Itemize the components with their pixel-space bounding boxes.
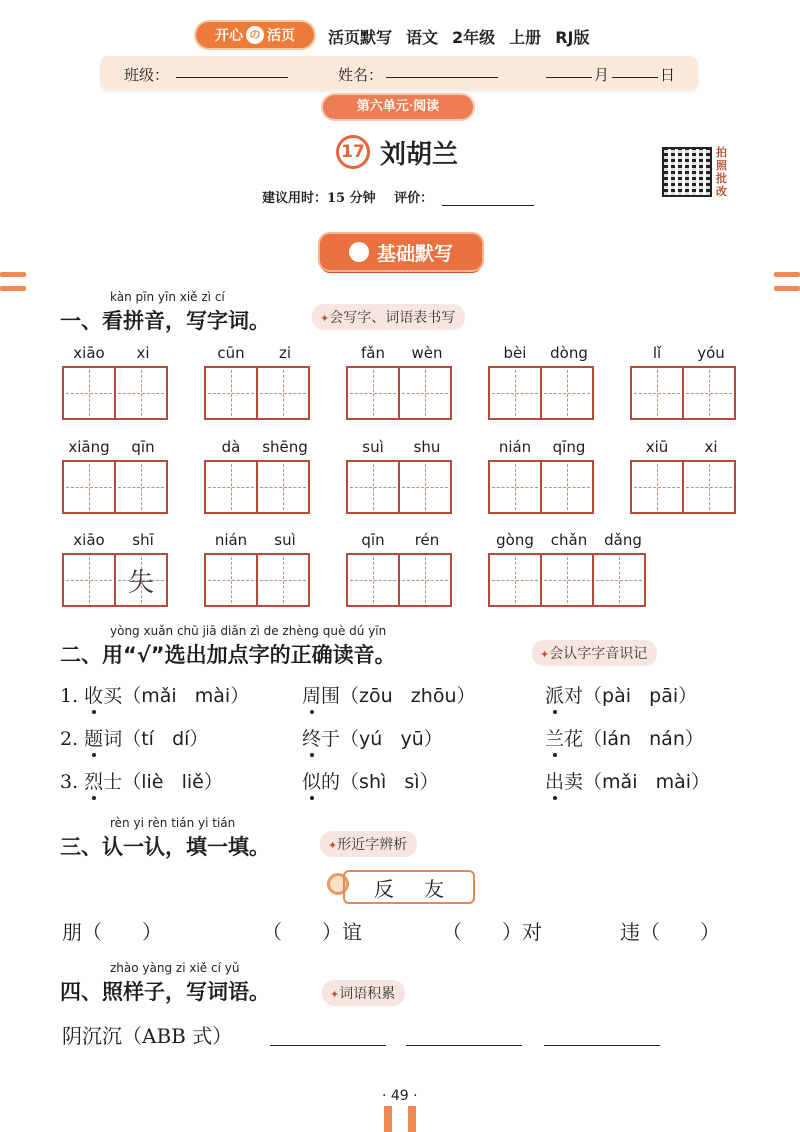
word-rest: 对 [564,685,584,707]
word-rest: 的 [321,771,341,793]
section-title: 基础默写 [320,234,482,270]
qr-code-icon[interactable] [662,147,712,197]
pinyin-word [630,438,738,514]
word-rest: 围 [321,685,341,707]
qr-label: 拍照批改 [716,146,727,198]
writing-cell[interactable] [346,366,400,420]
pinyin-word [346,531,454,607]
pinyin-options[interactable]: liè liě [141,771,204,793]
tianzige-boxes [630,366,738,420]
answer-line-1[interactable] [270,1045,386,1046]
writing-cell[interactable] [630,366,684,420]
paren-close: ） [678,685,698,707]
q2-tag: ✦ 会认字字音识记 [532,640,657,666]
pinyin-syllable: cūn [217,344,245,362]
pinyin-options[interactable]: tí dí [141,728,190,750]
name-label: 姓名： [338,66,384,84]
word-pinyin [488,438,596,460]
day-field[interactable] [612,64,658,78]
fill-blank-4[interactable]: 违（ ） [620,920,720,944]
writing-cell[interactable] [62,366,116,420]
fill-blank-1[interactable]: 朋（ ） [62,920,162,944]
tianzige-boxes [488,460,596,514]
word-rest: 卖 [564,771,584,793]
pinyin-word [346,438,454,514]
q4-tag: ✦ 词语积累 [322,980,405,1006]
pronunciation-item [545,767,710,794]
writing-cell[interactable] [114,366,168,420]
pinyin-word [346,344,454,420]
writing-cell[interactable] [256,460,310,514]
q3-pinyin: rèn yi rèn tián yi tián [110,816,236,830]
pinyin-syllable: suì [274,531,296,549]
dotted-char: 兰 [545,724,564,751]
q2-title: 二、用“√”选出加点字的正确读音。 [60,643,396,667]
pinyin-options[interactable]: yú yū [359,728,424,750]
tianzige-boxes [204,460,312,514]
pinyin-word [488,344,596,420]
word-rest: 花 [564,728,584,750]
pinyin-syllable: bèi [503,344,527,362]
pinyin-word [204,531,312,607]
pinyin-syllable: zi [278,344,292,362]
dotted-char: 终 [302,724,321,751]
tianzige-boxes [204,553,312,607]
tianzige-boxes [346,553,454,607]
pinyin-syllable: qīng [552,438,586,456]
pinyin-syllable: shu [413,438,441,456]
writing-cell[interactable] [488,366,542,420]
paren-close: ） [419,771,439,793]
brand-mark-icon: の [246,26,264,44]
q1-pinyin: kàn pīn yīn xiě zì cí [110,290,225,304]
pinyin-syllable: xiāng [68,438,110,456]
tianzige-boxes [346,460,454,514]
lesson-number: 17 [336,135,370,169]
pinyin-syllable: shī [132,531,154,549]
paren-open: （ [122,728,142,750]
paren-close: ） [189,728,209,750]
pinyin-word [630,344,738,420]
top-bar [196,20,616,50]
paren-open: （ [583,685,603,707]
pinyin-word [204,344,312,420]
pinyin-syllable: nián [498,438,532,456]
writing-cell[interactable] [204,366,258,420]
right-deco [774,272,800,302]
word-rest: 词 [103,728,123,750]
pinyin-options[interactable]: pài pāi [602,685,679,707]
pinyin-syllable: dòng [550,344,588,362]
name-field[interactable] [386,64,498,78]
pinyin-syllable: lǐ [652,344,662,362]
writing-cell[interactable] [540,553,594,607]
dotted-char: 派 [545,681,564,708]
word-pinyin [62,438,170,460]
page-tab-right [408,1106,416,1132]
lesson-name: 刘胡兰 [380,139,459,170]
pinyin-syllable: xi [704,438,718,456]
pinyin-word [62,531,170,607]
answer-line-3[interactable] [544,1045,660,1046]
paren-close: ） [456,685,476,707]
fill-blank-2[interactable]: （ ）谊 [262,920,362,944]
q1-tag: ✦ 会写字、词语表书写 [312,304,465,330]
word-pinyin [62,531,170,553]
pinyin-syllable: xi [136,344,150,362]
writing-cell[interactable] [204,553,258,607]
q4-example: 阴沉沉（ABB 式） [62,1024,233,1048]
unit-badge: 第六单元·阅读 [323,95,473,119]
pronunciation-item [302,724,443,751]
q4-title: 四、照样子，写词语。 [60,980,270,1004]
pronunciation-item [60,767,223,794]
tianzige-boxes [346,366,454,420]
paren-open: （ [122,685,142,707]
q1-title: 一、看拼音，写字词。 [60,309,270,333]
word-pinyin [346,438,454,460]
writing-cell[interactable] [346,553,400,607]
writing-cell[interactable] [630,460,684,514]
paren-open: （ [340,685,360,707]
char-pair-box: 反 友 [343,870,475,904]
pinyin-syllable: yóu [697,344,725,362]
writing-cell[interactable] [114,460,168,514]
pinyin-syllable: qīn [361,531,385,549]
tianzige-boxes [62,460,170,514]
suggested-time: 建议用时：15 分钟 [262,191,376,206]
dotted-char: 收 [84,681,103,708]
paren-close: ） [691,771,711,793]
lesson-title [336,134,458,170]
pinyin-syllable: wèn [411,344,443,362]
writing-cell[interactable] [398,553,452,607]
pinyin-word [204,438,312,514]
word-pinyin [346,531,454,553]
pinyin-word [488,531,650,607]
paren-open: （ [583,728,603,750]
writing-cell[interactable] [592,553,646,607]
class-label: 班级： [124,66,170,84]
fill-blank-3[interactable]: （ ）对 [442,920,542,944]
pinyin-syllable: fǎn [361,344,385,362]
pinyin-syllable: xiāo [73,344,105,362]
q3-tag: ✦ 形近字辨析 [320,831,417,857]
writing-cell[interactable] [398,366,452,420]
dotted-char: 似 [302,767,321,794]
page-tab-left [384,1106,392,1132]
pinyin-word [488,438,596,514]
pinyin-syllable: xiāo [73,531,105,549]
paren-open: （ [583,771,603,793]
pronunciation-item [302,681,476,708]
answer-line-2[interactable] [406,1045,522,1046]
pronunciation-item [60,724,208,751]
paren-close: ） [203,771,223,793]
time-row [262,187,534,206]
dotted-char: 出 [545,767,564,794]
q2-pinyin: yòng xuǎn chū jiā diǎn zì de zhèng què dú yīn [110,624,387,638]
pinyin-syllable: dà [221,438,241,456]
tianzige-boxes [204,366,312,420]
writing-cell[interactable] [256,553,310,607]
pinyin-syllable: gòng [496,531,534,549]
word-pinyin [630,344,738,366]
word-pinyin [204,531,312,553]
pinyin-word [62,344,170,420]
pinyin-syllable: shēng [262,438,308,456]
word-pinyin [204,438,312,460]
writing-cell[interactable] [488,460,542,514]
pinyin-options[interactable]: mǎi mài [602,771,692,793]
writing-cell[interactable] [398,460,452,514]
writing-cell[interactable] [346,460,400,514]
pinyin-syllable: chǎn [550,531,588,549]
left-deco [0,272,26,302]
word-pinyin [630,438,738,460]
pinyin-syllable: dǎng [604,531,642,549]
evaluation-label: 评价： [394,191,434,206]
evaluation-field[interactable] [442,192,534,206]
book-meta: 活页默写 语文 2年级 上册 RJ版 [328,28,590,47]
month-label: 月 [594,66,610,84]
writing-cell[interactable] [62,553,116,607]
word-rest: 买 [103,685,123,707]
word-pinyin [204,344,312,366]
word-rest: 士 [103,771,123,793]
dotted-char: 烈 [84,767,103,794]
pinyin-syllable: qīn [131,438,155,456]
pronunciation-item [545,724,704,751]
brand-logo: 开心 の 活页 [196,22,314,48]
tianzige-boxes [62,553,170,607]
pronunciation-item [60,681,249,708]
paren-close: ） [423,728,443,750]
pinyin-syllable: suì [362,438,384,456]
word-rest: 于 [321,728,341,750]
pinyin-syllable: xiū [645,438,669,456]
dotted-char: 周 [302,681,321,708]
word-pinyin [488,531,650,553]
item-number: 3. [60,771,85,793]
item-number: 2. [60,728,85,750]
page-number: · 49 · [382,1088,418,1104]
paren-open: （ [340,771,360,793]
writing-cell[interactable] [540,460,594,514]
item-number: 1. [60,685,85,707]
tianzige-boxes [488,553,650,607]
tianzige-boxes [488,366,596,420]
writing-cell[interactable] [682,366,736,420]
writing-cell[interactable] [682,460,736,514]
word-pinyin [488,344,596,366]
day-label: 日 [660,66,676,84]
paren-open: （ [122,771,142,793]
writing-cell[interactable] [256,366,310,420]
q4-pinyin: zhào yàng zi xiě cí yǔ [110,961,240,975]
pinyin-syllable: rén [414,531,440,549]
paren-open: （ [340,728,360,750]
class-field[interactable] [176,64,288,78]
student-info-bar [100,56,698,90]
pinyin-options[interactable]: mǎi mài [141,685,231,707]
pinyin-word [62,438,170,514]
section-icon [349,242,369,262]
tianzige-boxes [630,460,738,514]
pronunciation-item [302,767,439,794]
writing-cell[interactable]: 失 [114,553,168,607]
month-field[interactable] [546,64,592,78]
writing-cell[interactable] [488,553,542,607]
writing-cell[interactable] [540,366,594,420]
pronunciation-item [545,681,697,708]
paren-close: ） [684,728,704,750]
word-pinyin [346,344,454,366]
tianzige-boxes [62,366,170,420]
pinyin-options[interactable]: zōu zhōu [359,685,457,707]
dotted-char: 题 [84,724,103,751]
pinyin-options[interactable]: lán nán [602,728,685,750]
paren-close: ） [230,685,250,707]
writing-cell[interactable] [204,460,258,514]
word-pinyin [62,344,170,366]
writing-cell[interactable] [62,460,116,514]
pinyin-options[interactable]: shì sì [359,771,420,793]
q3-title: 三、认一认，填一填。 [60,835,270,859]
pinyin-syllable: nián [214,531,248,549]
